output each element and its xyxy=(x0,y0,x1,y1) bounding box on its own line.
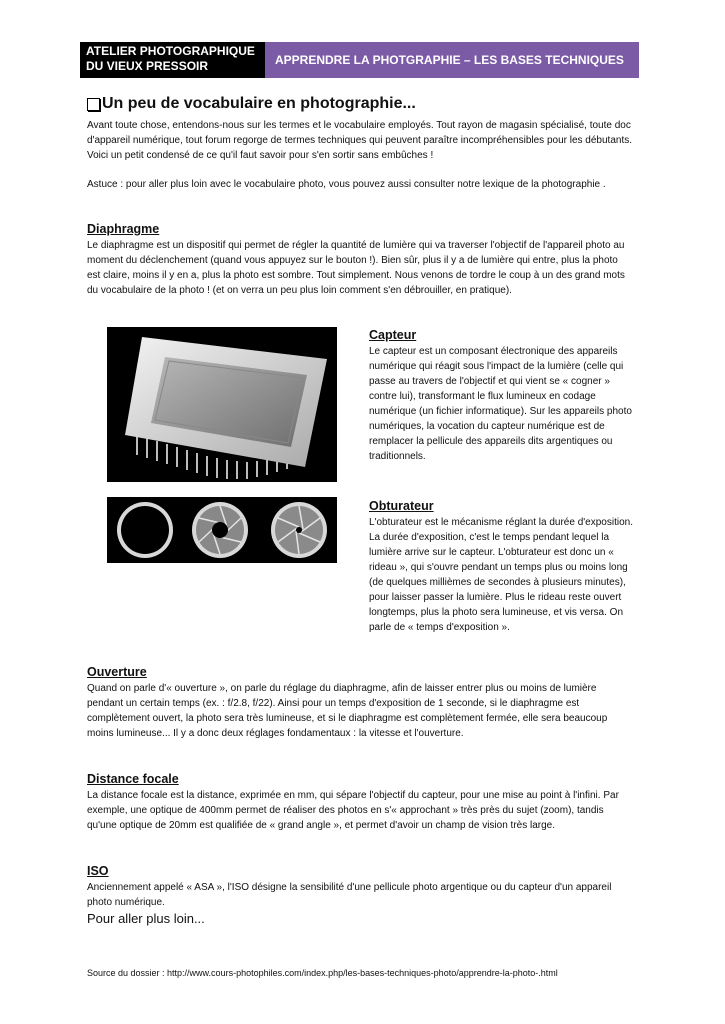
astuce-paragraph: Astuce : pour aller plus loin avec le vocabulaire photo, vous pouvez aussi consulter notre lexique de la photographie . xyxy=(87,179,606,190)
sensor-image xyxy=(107,327,337,482)
heading-capteur: Capteur xyxy=(369,328,417,342)
page-title xyxy=(87,95,416,113)
heading-ouverture: Ouverture xyxy=(87,665,147,679)
heading-obturateur: Obturateur xyxy=(369,499,434,513)
more-link-text: Pour aller plus loin... xyxy=(87,911,205,926)
text-ouverture: Quand on parle d'« ouverture », on parle du réglage du diaphragme, afin de laisser entrer plus ou moins de lumière pendant un certain temps (ex. : f/2.8, f/22). Ainsi pour un temps d'exposition de 1 seconde, si le diaphragme est complètement ouvert, la photo sera très lumineuse, et si le diaphragme est complètement fermée, elle sera beaucoup moins lumineuse... Il y a donc deux réglages fondamentaux : la vitesse et l'ouverture. xyxy=(87,683,608,739)
header-course-title: APPRENDRE LA PHOTGRAPHIE – LES BASES TECHNIQUES xyxy=(265,42,639,78)
text-diaphragme: Le diaphragme est un dispositif qui permet de régler la quantité de lumière qui va traverser l'objectif de l'appareil photo au moment du déclenchement (quand vous appuyez sur le bouton !). Bien sûr, plus il y a de lumière qui entre, plus la photo est claire, moins il y en a, plus la photo est sombre. Tout simplement. Nous venons de tordre le coup à un des grand mots du vocabulaire de la photo ! (et on verra un peu plus loin comment s'en débrouiller, en pratique). xyxy=(87,240,625,296)
shutter-image xyxy=(107,497,337,563)
checkbox-icon xyxy=(87,98,100,111)
text-iso: Anciennement appelé « ASA », l'ISO désigne la sensibilité d'une pellicule photo argentique ou du capteur d'un appareil photo numérique. xyxy=(87,882,612,908)
page-title-text: Un peu de vocabulaire en photographie... xyxy=(102,95,416,112)
text-capteur: Le capteur est un composant électronique des appareils numérique qui réagit sous l'impact de la lumière (celle qui passe au travers de l'objectif et qui vient se « cogner » contre lui), transformant le flux lumineux en codage numérique (un fichier informatique). Sur les appareils photo numériques, la vocation du capteur numérique est de remplacer la pellicule des appareils dits argentiques ou traditionnels. xyxy=(369,346,632,462)
heading-diaphragme: Diaphragme xyxy=(87,222,160,236)
heading-distance-focale: Distance focale xyxy=(87,772,179,786)
header-org-line2: DU VIEUX PRESSOIR xyxy=(86,59,209,73)
header-org-line1: ATELIER PHOTOGRAPHIQUE xyxy=(86,44,255,58)
text-distance-focale: La distance focale est la distance, exprimée en mm, qui sépare l'objectif du capteur, pour une mise au point à l'infini. Par exemple, une optique de 400mm permet de réaliser des photos en s'« approchant » très près du sujet (zoom), tandis qu'une optique de 20mm est qualifiée de « grand angle », et permet d'avoir un champ de vision très large. xyxy=(87,790,619,831)
header-organization xyxy=(80,42,265,78)
text-obturateur: L'obturateur est le mécanisme réglant la durée d'exposition. La durée d'exposition, c'est le temps pendant lequel la lumière arrive sur le capteur. L'obturateur est donc un « rideau », qui s'ouvre pendant un temps plus ou moins long (de quelques millièmes de secondes à plusieurs minutes), pour laisser passer la lumière. Plus le rideau reste ouvert longtemps, plus la photo sera lumineuse, et vis versa. On parle de « temps d'exposition ». xyxy=(369,517,633,633)
source-footer: Source du dossier : http://www.cours-photophiles.com/index.php/les-bases-techniques-photo/apprendre-la-photo-.html xyxy=(87,968,558,978)
page-header xyxy=(80,42,639,78)
heading-iso: ISO xyxy=(87,864,109,878)
intro-paragraph: Avant toute chose, entendons-nous sur les termes et le vocabulaire employés. Tout rayon de magasin spécialisé, toute doc d'appareil numérique, tout forum regorge de termes techniques qui peuvent paraître incompréhensibles pour les débutants. Voici un petit condensé de ce qu'il faut savoir pour s'en sortir sans embûches ! xyxy=(87,120,633,161)
